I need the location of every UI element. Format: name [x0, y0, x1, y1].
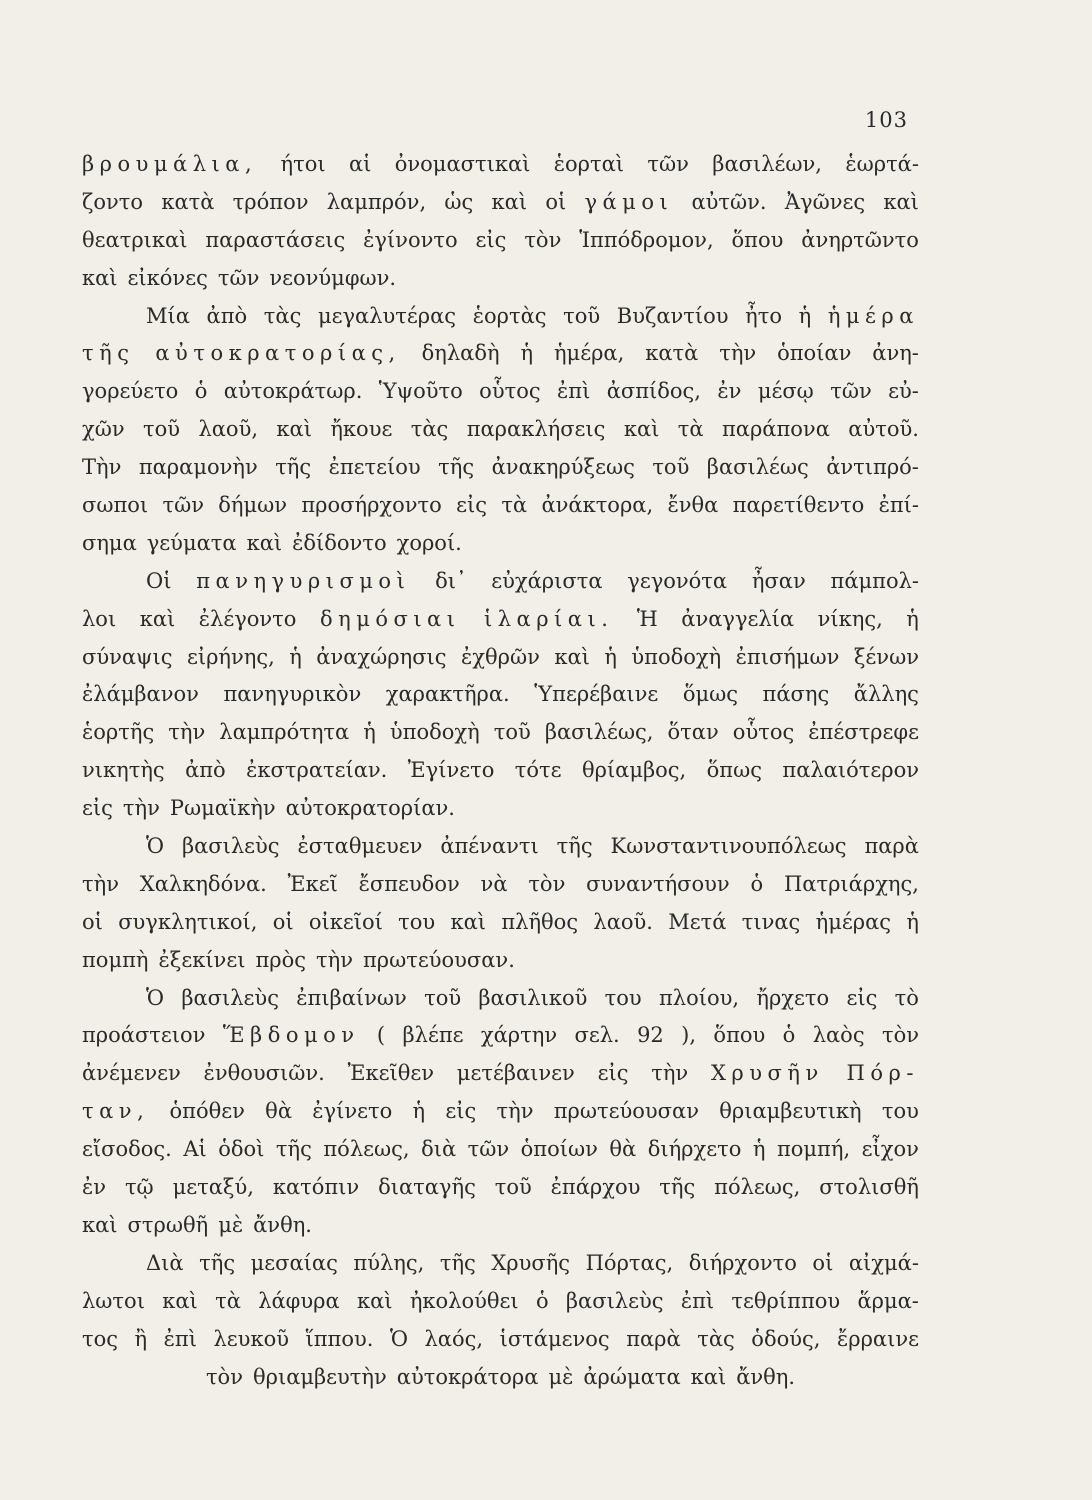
text-line: σημα γεύματα καὶ ἐδίδοντο χοροί.	[82, 530, 462, 555]
text-line: καὶ εἰκόνες τῶν νεονύμφων.	[82, 265, 397, 290]
text-line: εἰς τὴν Ρωμαϊκὴν αὐτοκρατορίαν.	[82, 796, 455, 821]
text-line: λωτοι καὶ τὰ λάφυρα καὶ ἠκολούθει ὁ βασιλεὺς ἐπὶ τεθρίππου ἅρμα-	[82, 1288, 919, 1313]
text-line: τος ἢ ἐπὶ λευκοῦ ἵππου. Ὁ λαός, ἱστάμενος παρὰ τὰς ὁδούς, ἔρραινε	[82, 1326, 919, 1351]
text-line: ἀνέμενεν ἐνθουσιῶν. Ἐκεῖθεν μετέβαινεν εἰς τὴν Χρυσῆν Πόρ-	[82, 1061, 919, 1086]
body-text	[82, 146, 919, 1396]
paragraph	[82, 298, 919, 563]
text-line: γορεύετο ὁ αὐτοκράτωρ. Ὑψοῦτο οὗτος ἐπὶ ἀσπίδος, ἐν μέσῳ τῶν εὐ-	[82, 379, 919, 404]
text-line: Διὰ τῆς μεσαίας πύλης, τῆς Χρυσῆς Πόρτας, διήρχοντο οἱ αἰχμά-	[146, 1250, 919, 1275]
text-line: ἑορτῆς τὴν λαμπρότητα ἡ ὑποδοχὴ τοῦ βασιλέως, ὅταν οὗτος ἐπέστρεφε	[82, 720, 919, 745]
text-line: προάστειον Ἕβδομον ( βλέπε χάρτην σελ. 92 ), ὅπου ὁ λαὸς τὸν	[82, 1023, 919, 1048]
text-line: τὸν θριαμβευτὴν αὐτοκράτορα μὲ ἀρώματα καὶ ἄνθη.	[205, 1364, 796, 1389]
paragraph	[82, 828, 919, 980]
text-line: πομπὴ ἐξεκίνει πρὸς τὴν πρωτεύουσαν.	[82, 947, 515, 972]
text-line: Τὴν παραμονὴν τῆς ἐπετείου τῆς ἀνακηρύξεως τοῦ βασιλέως ἀντιπρό-	[82, 455, 919, 480]
text-line: καὶ στρωθῆ μὲ ἄνθη.	[82, 1212, 312, 1237]
text-line: ταν, ὁπόθεν θὰ ἐγίνετο ἡ εἰς τὴν πρωτεύουσαν θριαμβευτικὴ του	[82, 1099, 919, 1124]
text-line: τῆς αὐτοκρατορίας, δηλαδὴ ἡ ἡμέρα, κατὰ τὴν ὁποίαν ἀνη-	[82, 341, 919, 366]
paragraph	[82, 146, 919, 298]
page-number: 103	[864, 108, 908, 132]
text-line: θεατρικαὶ παραστάσεις ἐγίνοντο εἰς τὸν Ἱππόδρομον, ὅπου ἀνηρτῶντο	[82, 227, 919, 252]
text-line: ἐν τῷ μεταξύ, κατόπιν διαταγῆς τοῦ ἐπάρχου τῆς πόλεως, στολισθῆ	[82, 1175, 919, 1200]
text-line: βρουμάλια, ήτοι αἱ ὀνομαστικαὶ ἑορταὶ τῶν βασιλέων, ἑωρτά-	[82, 152, 919, 176]
text-line: Ὁ βασιλεὺς ἐπιβαίνων τοῦ βασιλικοῦ του πλοίου, ἤρχετο εἰς τὸ	[146, 985, 919, 1010]
text-line: σύναψις εἰρήνης, ἡ ἀναχώρησις ἐχθρῶν καὶ ἡ ὑποδοχὴ ἐπισήμων ξένων	[82, 644, 919, 669]
paragraph	[82, 980, 919, 1245]
text-line: ἐλάμβανον πανηγυρικὸν χαρακτῆρα. Ὑπερέβαινε ὅμως πάσης ἄλλης	[82, 682, 919, 707]
text-line: Μία ἀπὸ τὰς μεγαλυτέρας ἑορτὰς τοῦ Βυζαντίου ἦτο ἡ ἡμέρα	[146, 303, 919, 328]
paragraph	[82, 1245, 919, 1397]
text-line: χῶν τοῦ λαοῦ, καὶ ἤκουε τὰς παρακλήσεις καὶ τὰ παράπονα αὐτοῦ.	[82, 417, 919, 442]
text-line: νικητὴς ἀπὸ ἐκστρατείαν. Ἐγίνετο τότε θρίαμβος, ὅπως παλαιότερον	[82, 758, 919, 783]
text-line: εἴσοδος. Αἱ ὁδοὶ τῆς πόλεως, διὰ τῶν ὁποίων θὰ διήρχετο ἡ πομπή, εἶχον	[82, 1137, 919, 1162]
text-line: σωποι τῶν δήμων προσήρχοντο εἰς τὰ ἀνάκτορα, ἔνθα παρετίθεντο ἐπί-	[82, 493, 919, 518]
text-line: ζοντο κατὰ τρόπον λαμπρόν, ὡς καὶ οἱ γάμοι αὐτῶν. Ἀγῶνες καὶ	[82, 189, 919, 214]
paragraph	[82, 563, 919, 828]
text-line: λοι καὶ ἐλέγοντο δημόσιαι ἱλαρίαι. Ἡ ἀναγγελία νίκης, ἡ	[82, 606, 919, 631]
text-line: Οἱ πανηγυρισμοὶ δι᾽ εὐχάριστα γεγονότα ἦσαν πάμπολ-	[146, 568, 919, 593]
text-line: τὴν Χαλκηδόνα. Ἐκεῖ ἔσπευδον νὰ τὸν συναντήσουν ὁ Πατριάρχης,	[82, 871, 919, 896]
text-line: οἱ συγκλητικοί, οἱ οἰκεῖοί του καὶ πλῆθος λαοῦ. Μετά τινας ἡμέρας ἡ	[82, 909, 919, 934]
text-line: Ὁ βασιλεὺς ἐσταθμευεν ἀπέναντι τῆς Κωνσταντινουπόλεως παρὰ	[146, 834, 919, 859]
